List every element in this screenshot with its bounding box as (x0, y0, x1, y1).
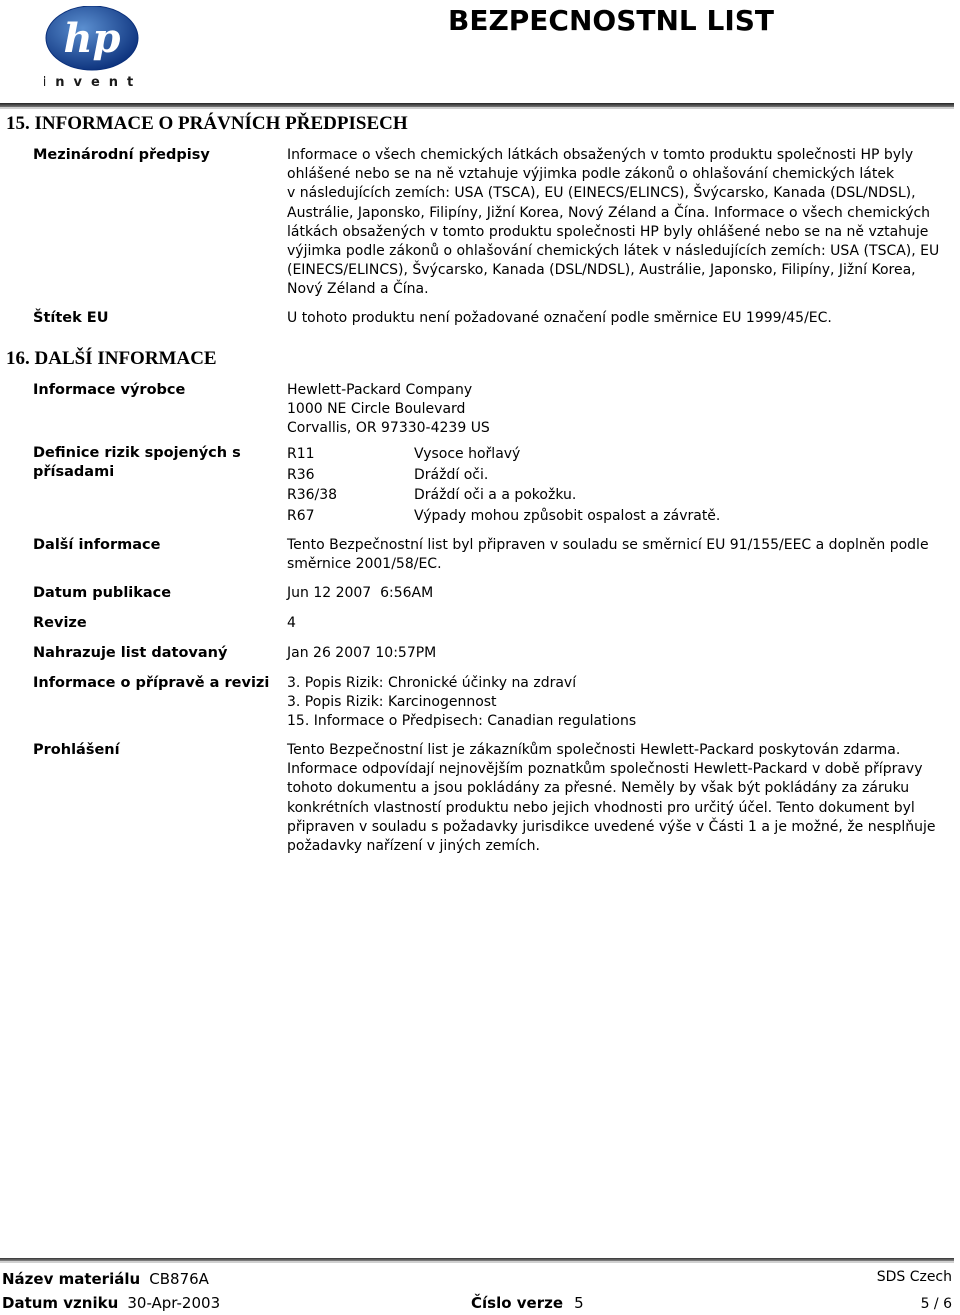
version-number-value: 5 (574, 1294, 584, 1312)
text-line: připraven v souladu s požadavky jurisdikce uvedené výše v Části 1 a je možné, že nesplňuje (287, 818, 936, 835)
page-number: 5 / 6 (920, 1296, 952, 1312)
risk-description: Vysoce hořlavý (414, 446, 521, 462)
text-line: látkách obsažených v tomto produktu společnosti HP byly ohlášené nebo se na ně vztahuje (287, 223, 929, 240)
publication-date-label: Datum publikace (33, 585, 172, 601)
text-line: Informace o všech chemických látkách obsažených v tomto produktu společnosti HP byly (287, 147, 914, 163)
revision-label: Revize (33, 615, 87, 631)
risk-description: Dráždí oči a a pokožku. (414, 487, 577, 503)
manufacturer-address (287, 381, 947, 439)
manufacturer-info-label: Informace výrobce (33, 382, 186, 398)
label-line: Definice rizik spojených s (33, 445, 241, 461)
revision-value: 4 (287, 615, 296, 631)
material-name-value: CB876A (149, 1270, 209, 1288)
risk-description: Výpady mohou způsobit ospalost a závratě. (414, 508, 721, 524)
text-line: Informace odpovídají nejnovějším poznatkům společnosti Hewlett-Packard v době přípravy (287, 761, 923, 778)
text-line: 3. Popis Rizik: Karcinogennost (287, 694, 497, 711)
international-regulations-text (287, 146, 947, 300)
material-name (2, 1269, 209, 1288)
hp-logo (44, 6, 140, 90)
publication-date-value: Jun 12 2007 6:56AM (287, 585, 434, 601)
text-line: Austrálie, Japonsko, Filipíny, Jižní Korea, Nový Zéland a Čína. Informace o všech chemických (287, 204, 931, 221)
risk-description: Dráždí oči. (414, 467, 489, 483)
creation-date (2, 1293, 220, 1312)
supersedes-label: Nahrazuje list datovaný (33, 645, 228, 661)
preparation-info-label: Informace o přípravě a revizi (33, 675, 270, 691)
risk-code: R36/38 (287, 487, 338, 503)
text-line: Tento Bezpečnostní list je zákazníkům společnosti Hewlett-Packard poskytován zdarma. (287, 742, 901, 758)
label-line: přísadami (33, 464, 115, 480)
text-line: požadavky nařízení v jiných zemích. (287, 838, 540, 855)
version-number-label: Číslo verze (471, 1294, 563, 1312)
address-line: 1000 NE Circle Boulevard (287, 401, 466, 418)
eu-label-label: Štítek EU (33, 310, 109, 326)
text-line: ohlášené nebo se na ně vztahuje výjimka podle zákonů o ohlašování chemických látek (287, 166, 895, 183)
text-line: (EINECS/ELINCS), Švýcarsko, Kanada (DSL/NDSL), Austrálie, Japonsko, Filipíny, Jižní Korea, (287, 262, 916, 279)
statement-label: Prohlášení (33, 742, 120, 758)
address-line: Corvallis, OR 97330-4239 US (287, 420, 490, 437)
text-line: 3. Popis Rizik: Chronické účinky na zdraví (287, 675, 577, 691)
preparation-info-text (287, 674, 947, 732)
sds-language: SDS Czech (876, 1269, 952, 1285)
svg-text:invent: invent (44, 75, 140, 90)
statement-text (287, 741, 947, 856)
risk-code: R11 (287, 446, 315, 462)
footer-rule-shadow (0, 1261, 954, 1263)
header-rule-shadow (0, 107, 954, 109)
section-16-heading: 16. DALŠÍ INFORMACE (6, 348, 217, 369)
section-15-heading: 15. INFORMACE O PRÁVNÍCH PŘEDPISECH (6, 113, 408, 134)
risk-definitions-label (33, 444, 273, 482)
eu-label-text: U tohoto produktu není požadované označení podle směrnice EU 1999/45/EC. (287, 310, 832, 326)
text-line: Nový Zéland a Čína. (287, 281, 429, 298)
text-line: konkrétních vlastností produktu nebo jejich vhodnosti pro určitý účel. Tento dokument byl (287, 799, 915, 816)
supersedes-value: Jan 26 2007 10:57PM (287, 645, 437, 661)
svg-text:hp: hp (63, 15, 121, 62)
text-line: Tento Bezpečnostní list byl připraven v souladu se směrnicí EU 91/155/EEC a doplněn podle (287, 537, 929, 553)
hp-logo-icon (44, 6, 140, 90)
text-line: výjimka podle zákonů o ohlašování chemických látek v následujících zemích: USA (TSCA), EU (287, 243, 940, 260)
creation-date-value: 30-Apr-2003 (127, 1294, 221, 1312)
text-line: v následujících zemích: USA (TSCA), EU (EINECS/ELINCS), Švýcarsko, Kanada (DSL/NDSL), (287, 185, 916, 202)
address-line: Hewlett-Packard Company (287, 382, 473, 398)
other-info-text (287, 536, 947, 574)
document-title: BEZPECNOSTNL LIST (448, 4, 775, 37)
text-line: směrnice 2001/58/EC. (287, 556, 442, 573)
other-info-label: Další informace (33, 537, 161, 553)
material-name-label: Název materiálu (2, 1270, 141, 1288)
risk-code: R67 (287, 508, 315, 524)
text-line: tohoto dokumentu a jsou pokládány za přesné. Neměly by však být pokládány za záruku (287, 780, 910, 797)
creation-date-label: Datum vzniku (2, 1294, 119, 1312)
international-regulations-label: Mezinárodní předpisy (33, 147, 210, 163)
risk-code: R36 (287, 467, 315, 483)
version-number (471, 1293, 584, 1312)
text-line: 15. Informace o Předpisech: Canadian regulations (287, 713, 637, 730)
